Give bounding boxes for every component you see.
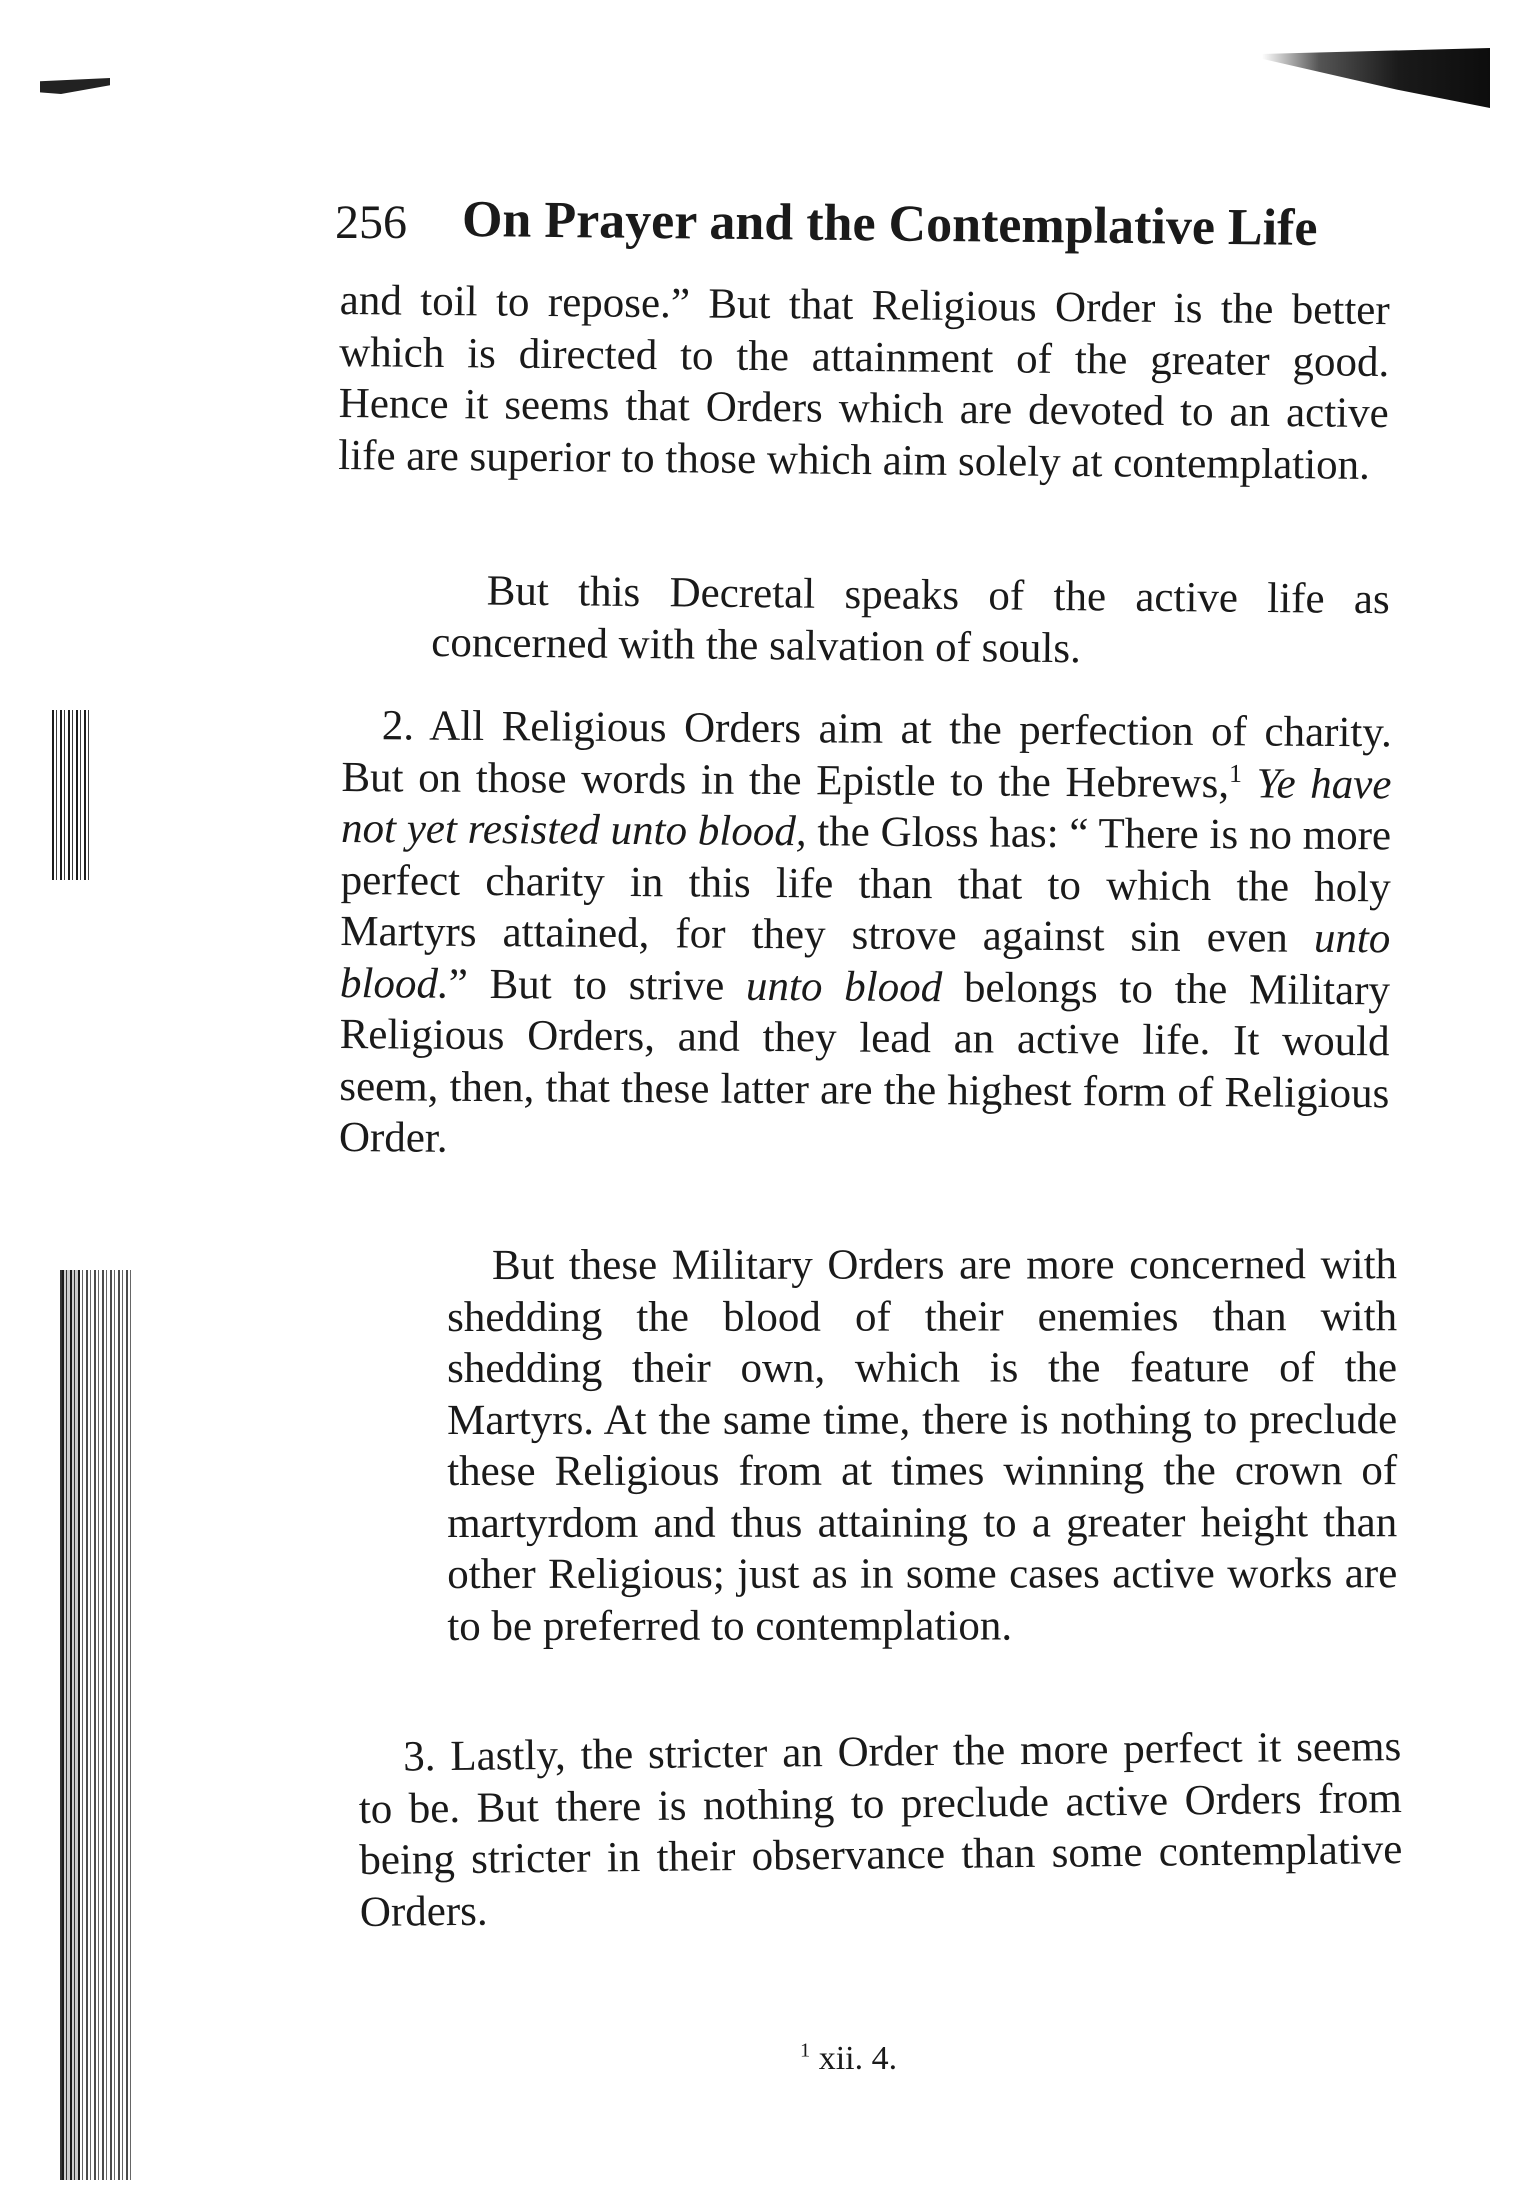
objection-2-text-c: ” But to strive [448, 960, 747, 1010]
objection-paragraph-2 [339, 700, 1392, 1171]
scan-binding-shadow-lower [62, 1270, 132, 2180]
objection-2-text-a: 2. All Religious Orders aim at the perfection of charity. But on those words in the Epistle to the Hebrews, [341, 702, 1392, 807]
page-number: 256 [335, 196, 407, 249]
footnote [800, 2040, 1000, 2078]
reply-paragraph-1: But this Decretal speaks of the active life as concerned with the salvation of souls. [431, 567, 1390, 672]
footnote-marker: 1 [800, 2039, 811, 2062]
paragraph-1: and toil to repose.” But that Religious Order is the better which is directed to the attainment of the greater good. Hence it seems that Orders which are devoted to an active life are superior to those which aim solely at contemplation. [338, 276, 1390, 489]
italic-phrase-unto-blood-2: unto blood [745, 962, 943, 1011]
italic-phrase-unto-blood-1: unto blood. [339, 914, 1391, 1008]
running-title: On Prayer and the Contemplative Life [461, 191, 1318, 257]
scan-binding-shadow-upper [52, 710, 90, 880]
scan-artifact-top-left [40, 78, 110, 94]
footnote-text: xii. 4. [818, 2040, 898, 2077]
scan-artifact-top-right [1262, 48, 1490, 108]
running-head [335, 190, 1385, 260]
footnote-reference: 1 [1229, 758, 1243, 788]
objection-2-text-b: the Gloss has: “ There is no more perfect charity in this life than that to which the holy Martyrs attained, for they strove against sin even [340, 808, 1392, 962]
scripture-quote: Ye have not yet resisted unto blood, [340, 759, 1392, 856]
objection-paragraph-3: 3. Lastly, the stricter an Order the more perfect it seems to be. But there is nothing to preclude active Orders from being stricter in their observance than some contemplative Orders. [358, 1723, 1403, 1936]
reply-paragraph-2: But these Military Orders are more concerned with shedding the blood of their enemies than with shedding their own, which is the feature of the Martyrs. At the same time, there is nothing to preclude these Religious from at times winning the crown of martyrdom and thus attaining to a greater height than other Religious; just as in some cases active works are to be preferred to contemplation. [447, 1241, 1398, 1650]
objection-2-text-d: belongs to the Military Religious Orders, and they lead an active life. It would seem, then, that these latter are the highest form of Religious Order. [338, 963, 1391, 1162]
